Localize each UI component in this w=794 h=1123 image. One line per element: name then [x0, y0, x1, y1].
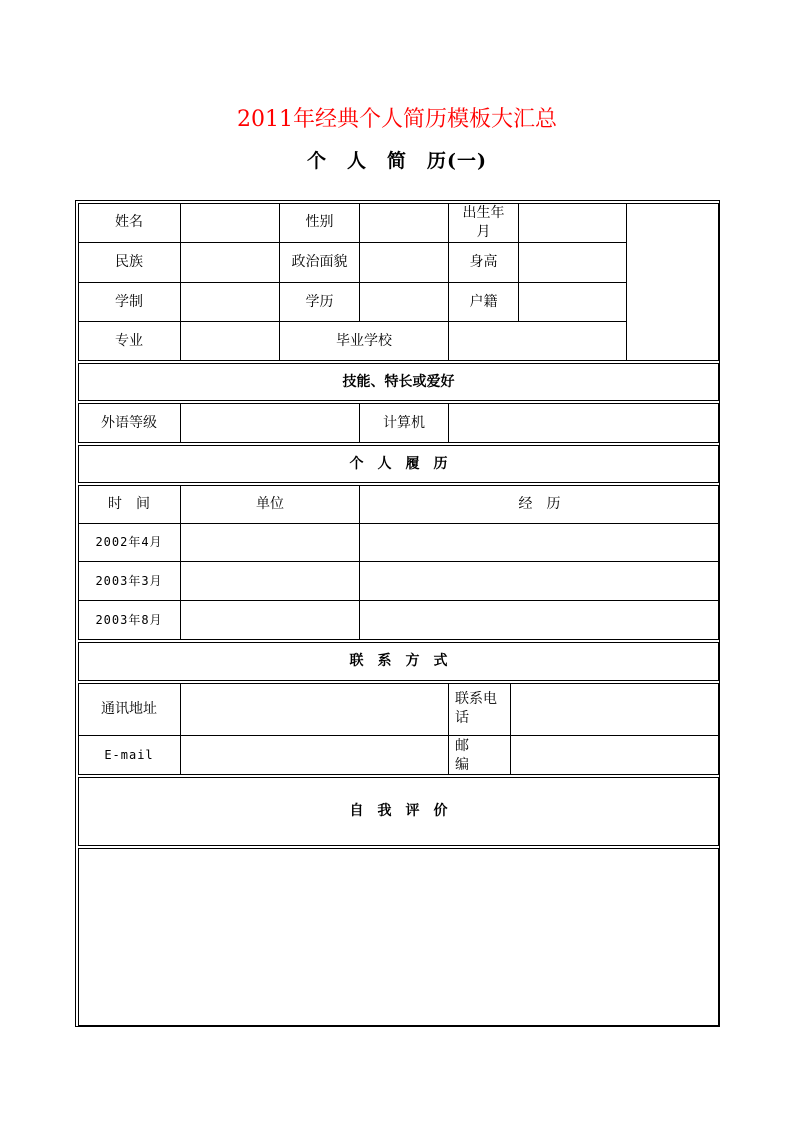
postcode-label: 邮 编: [449, 736, 511, 775]
phone-label: 联系电话: [449, 683, 511, 736]
education-label: 学历: [280, 283, 360, 322]
height-label: 身高: [449, 243, 519, 283]
history-row-unit-field[interactable]: [181, 524, 360, 562]
skills-heading: 技能、特长或爱好: [78, 363, 719, 401]
history-row-date: 2003年3月: [78, 562, 181, 601]
self-eval-field[interactable]: [78, 848, 719, 1026]
history-row-date: 2003年8月: [78, 601, 181, 640]
contact-heading: 联 系 方 式: [78, 642, 719, 681]
gender-label: 性别: [280, 203, 360, 243]
history-row-experience-field[interactable]: [360, 601, 719, 640]
history-row-experience-field[interactable]: [360, 524, 719, 562]
history-col-time: 时 间: [78, 485, 181, 524]
address-label: 通讯地址: [78, 683, 181, 736]
study-system-label: 学制: [78, 283, 181, 322]
history-row-unit-field[interactable]: [181, 601, 360, 640]
postcode-field[interactable]: [511, 736, 719, 775]
history-row-unit-field[interactable]: [181, 562, 360, 601]
history-row-date: 2002年4月: [78, 524, 181, 562]
gender-field[interactable]: [360, 203, 449, 243]
computer-field[interactable]: [449, 403, 719, 443]
email-field[interactable]: [181, 736, 449, 775]
address-field[interactable]: [181, 683, 449, 736]
school-label: 毕业学校: [280, 322, 449, 361]
school-field[interactable]: [449, 322, 627, 361]
history-col-unit: 单位: [181, 485, 360, 524]
hukou-field[interactable]: [519, 283, 627, 322]
language-level-label: 外语等级: [78, 403, 181, 443]
study-system-field[interactable]: [181, 283, 280, 322]
history-row-experience-field[interactable]: [360, 562, 719, 601]
height-field[interactable]: [519, 243, 627, 283]
email-label: E-mail: [78, 736, 181, 775]
major-field[interactable]: [181, 322, 280, 361]
phone-field[interactable]: [511, 683, 719, 736]
history-col-experience: 经 历: [360, 485, 719, 524]
history-heading: 个 人 履 历: [78, 445, 719, 483]
photo-area[interactable]: [627, 203, 719, 361]
political-field[interactable]: [360, 243, 449, 283]
birth-field[interactable]: [519, 203, 627, 243]
document-title: 2011年经典个人简历模板大汇总: [237, 107, 557, 132]
education-field[interactable]: [360, 283, 449, 322]
language-level-field[interactable]: [181, 403, 360, 443]
hukou-label: 户籍: [449, 283, 519, 322]
major-label: 专业: [78, 322, 181, 361]
resume-subtitle: 个 人 简 历(一): [307, 150, 487, 172]
computer-label: 计算机: [360, 403, 449, 443]
name-field[interactable]: [181, 203, 280, 243]
political-label: 政治面貌: [280, 243, 360, 283]
name-label: 姓名: [78, 203, 181, 243]
birth-label: 出生年月: [449, 203, 519, 243]
ethnicity-label: 民族: [78, 243, 181, 283]
self-eval-heading: 自 我 评 价: [78, 777, 719, 846]
resume-form: [75, 200, 720, 1027]
ethnicity-field[interactable]: [181, 243, 280, 283]
